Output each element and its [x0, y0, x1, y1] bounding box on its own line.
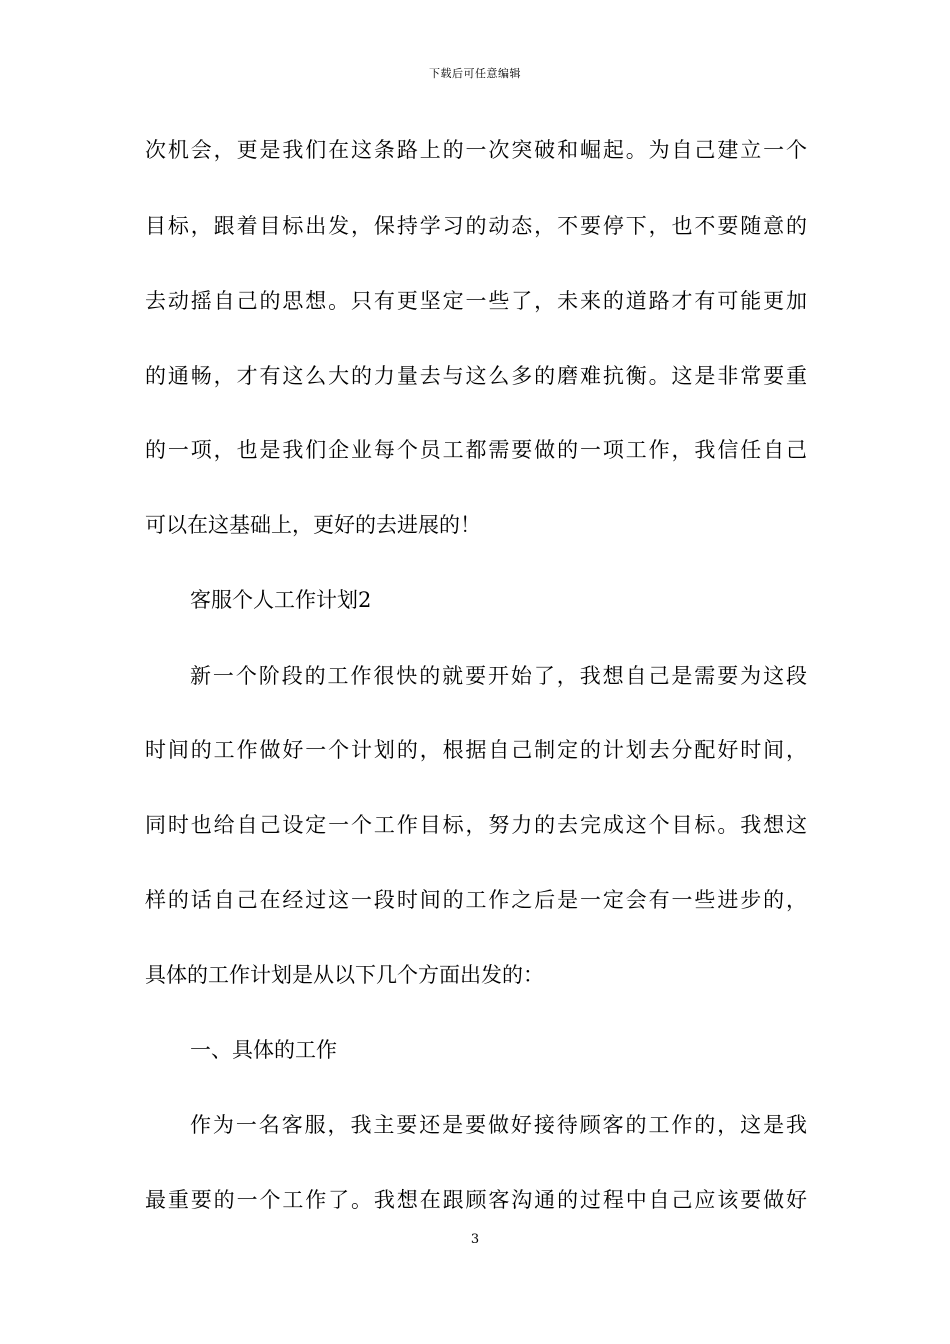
- paragraph-line: 的通畅，才有这么大的力量去与这么多的磨难抗衡。这是非常要重: [145, 364, 807, 388]
- paragraph-line: 样的话自己在经过这一段时间的工作之后是一定会有一些进步的，: [145, 888, 807, 912]
- paragraph-line: 去动摇自己的思想。只有更坚定一些了，未来的道路才有可能更加: [145, 289, 807, 313]
- paragraph-line: 同时也给自己设定一个工作目标，努力的去完成这个目标。我想这: [145, 813, 807, 837]
- section-title: 客服个人工作计划2: [190, 588, 372, 612]
- paragraph-line: 次机会，更是我们在这条路上的一次突破和崛起。为自己建立一个: [145, 138, 807, 162]
- paragraph-line: 时间的工作做好一个计划的，根据自己制定的计划去分配好时间，: [145, 738, 807, 762]
- page-number: 3: [470, 1232, 480, 1247]
- page-header: 下载后可任意编辑: [429, 67, 521, 80]
- paragraph-line: 新一个阶段的工作很快的就要开始了，我想自己是需要为这段: [190, 664, 807, 688]
- paragraph-line: 作为一名客服，我主要还是要做好接待顾客的工作的，这是我: [190, 1113, 807, 1137]
- paragraph-line: 具体的工作计划是从以下几个方面出发的：: [145, 963, 544, 987]
- paragraph-line: 最重要的一个工作了。我想在跟顾客沟通的过程中自己应该要做好: [145, 1188, 807, 1212]
- paragraph-line: 可以在这基础上，更好的去进展的！: [145, 513, 481, 537]
- paragraph-line: 的一项，也是我们企业每个员工都需要做的一项工作，我信任自己: [145, 438, 807, 462]
- paragraph-line: 目标，跟着目标出发，保持学习的动态，不要停下，也不要随意的: [145, 214, 807, 238]
- subsection-title: 一、具体的工作: [190, 1038, 337, 1062]
